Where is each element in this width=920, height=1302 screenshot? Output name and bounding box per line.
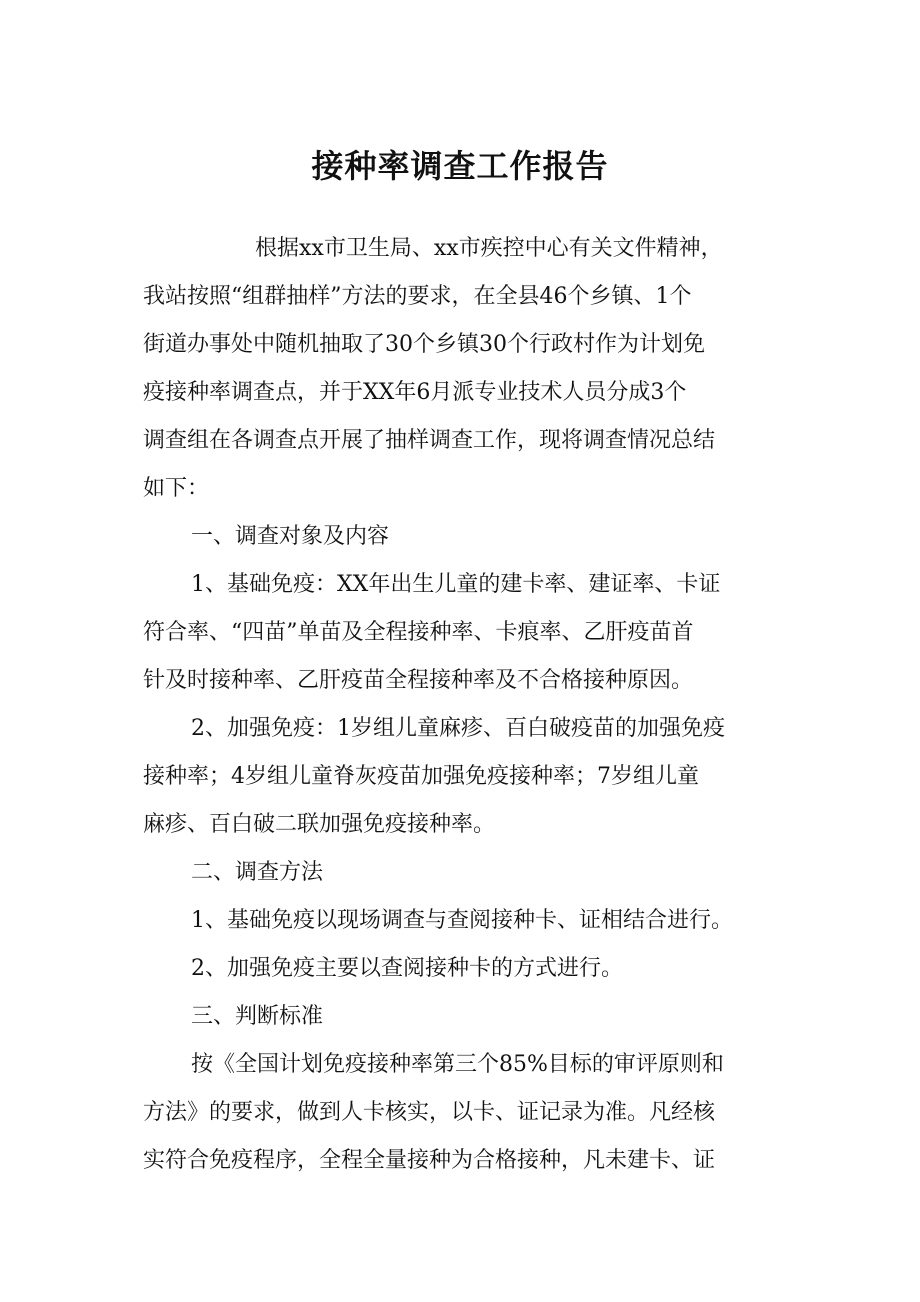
paragraph-line: 按《全国计划免疫接种率第三个85%目标的审评原则和 (191, 1052, 724, 1077)
paragraph-line: 如下： (143, 476, 210, 501)
paragraph-line: 1、基础免疫：XX年出生儿童的建卡率、建证率、卡证 (191, 572, 721, 597)
paragraph-line: 麻疹、百白破二联加强免疫接种率。 (143, 812, 496, 837)
paragraph-line: 2、加强免疫主要以查阅接种卡的方式进行。 (191, 956, 623, 981)
section-heading: 三、判断标准 (191, 1004, 324, 1029)
paragraph-line: 疫接种率调查点，并于XX年6月派专业技术人员分成3个 (143, 380, 687, 405)
paragraph-line: 根据xx市卫生局、xx市疾控中心有关文件精神， (255, 236, 723, 261)
section-heading: 二、调查方法 (191, 860, 324, 885)
document-title: 接种率调查工作报告 (311, 147, 609, 185)
paragraph-line: 1、基础免疫以现场调查与查阅接种卡、证相结合进行。 (191, 908, 733, 933)
paragraph-line: 街道办事处中随机抽取了30个乡镇30个行政村作为计划免 (143, 332, 705, 357)
paragraph-line: 实符合免疫程序，全程全量接种为合格接种，凡未建卡、证 (143, 1148, 716, 1173)
document-body (143, 225, 783, 1185)
paragraph-line: 方法》的要求，做到人卡核实，以卡、证记录为准。凡经核 (143, 1100, 716, 1125)
paragraph-line: 我站按照“组群抽样”方法的要求，在全县46个乡镇、1个 (143, 284, 692, 309)
paragraph-line: 2、加强免疫：1岁组儿童麻疹、百白破疫苗的加强免疫 (191, 716, 725, 741)
paragraph-line: 符合率、“四苗”单苗及全程接种率、卡痕率、乙肝疫苗首 (143, 620, 694, 645)
paragraph-line: 调查组在各调查点开展了抽样调查工作，现将调查情况总结 (143, 428, 716, 453)
paragraph-line: 针及时接种率、乙肝疫苗全程接种率及不合格接种原因。 (143, 668, 694, 693)
paragraph-line: 接种率；4岁组儿童脊灰疫苗加强免疫接种率；7岁组儿童 (143, 764, 699, 789)
section-heading: 一、调查对象及内容 (191, 524, 390, 549)
